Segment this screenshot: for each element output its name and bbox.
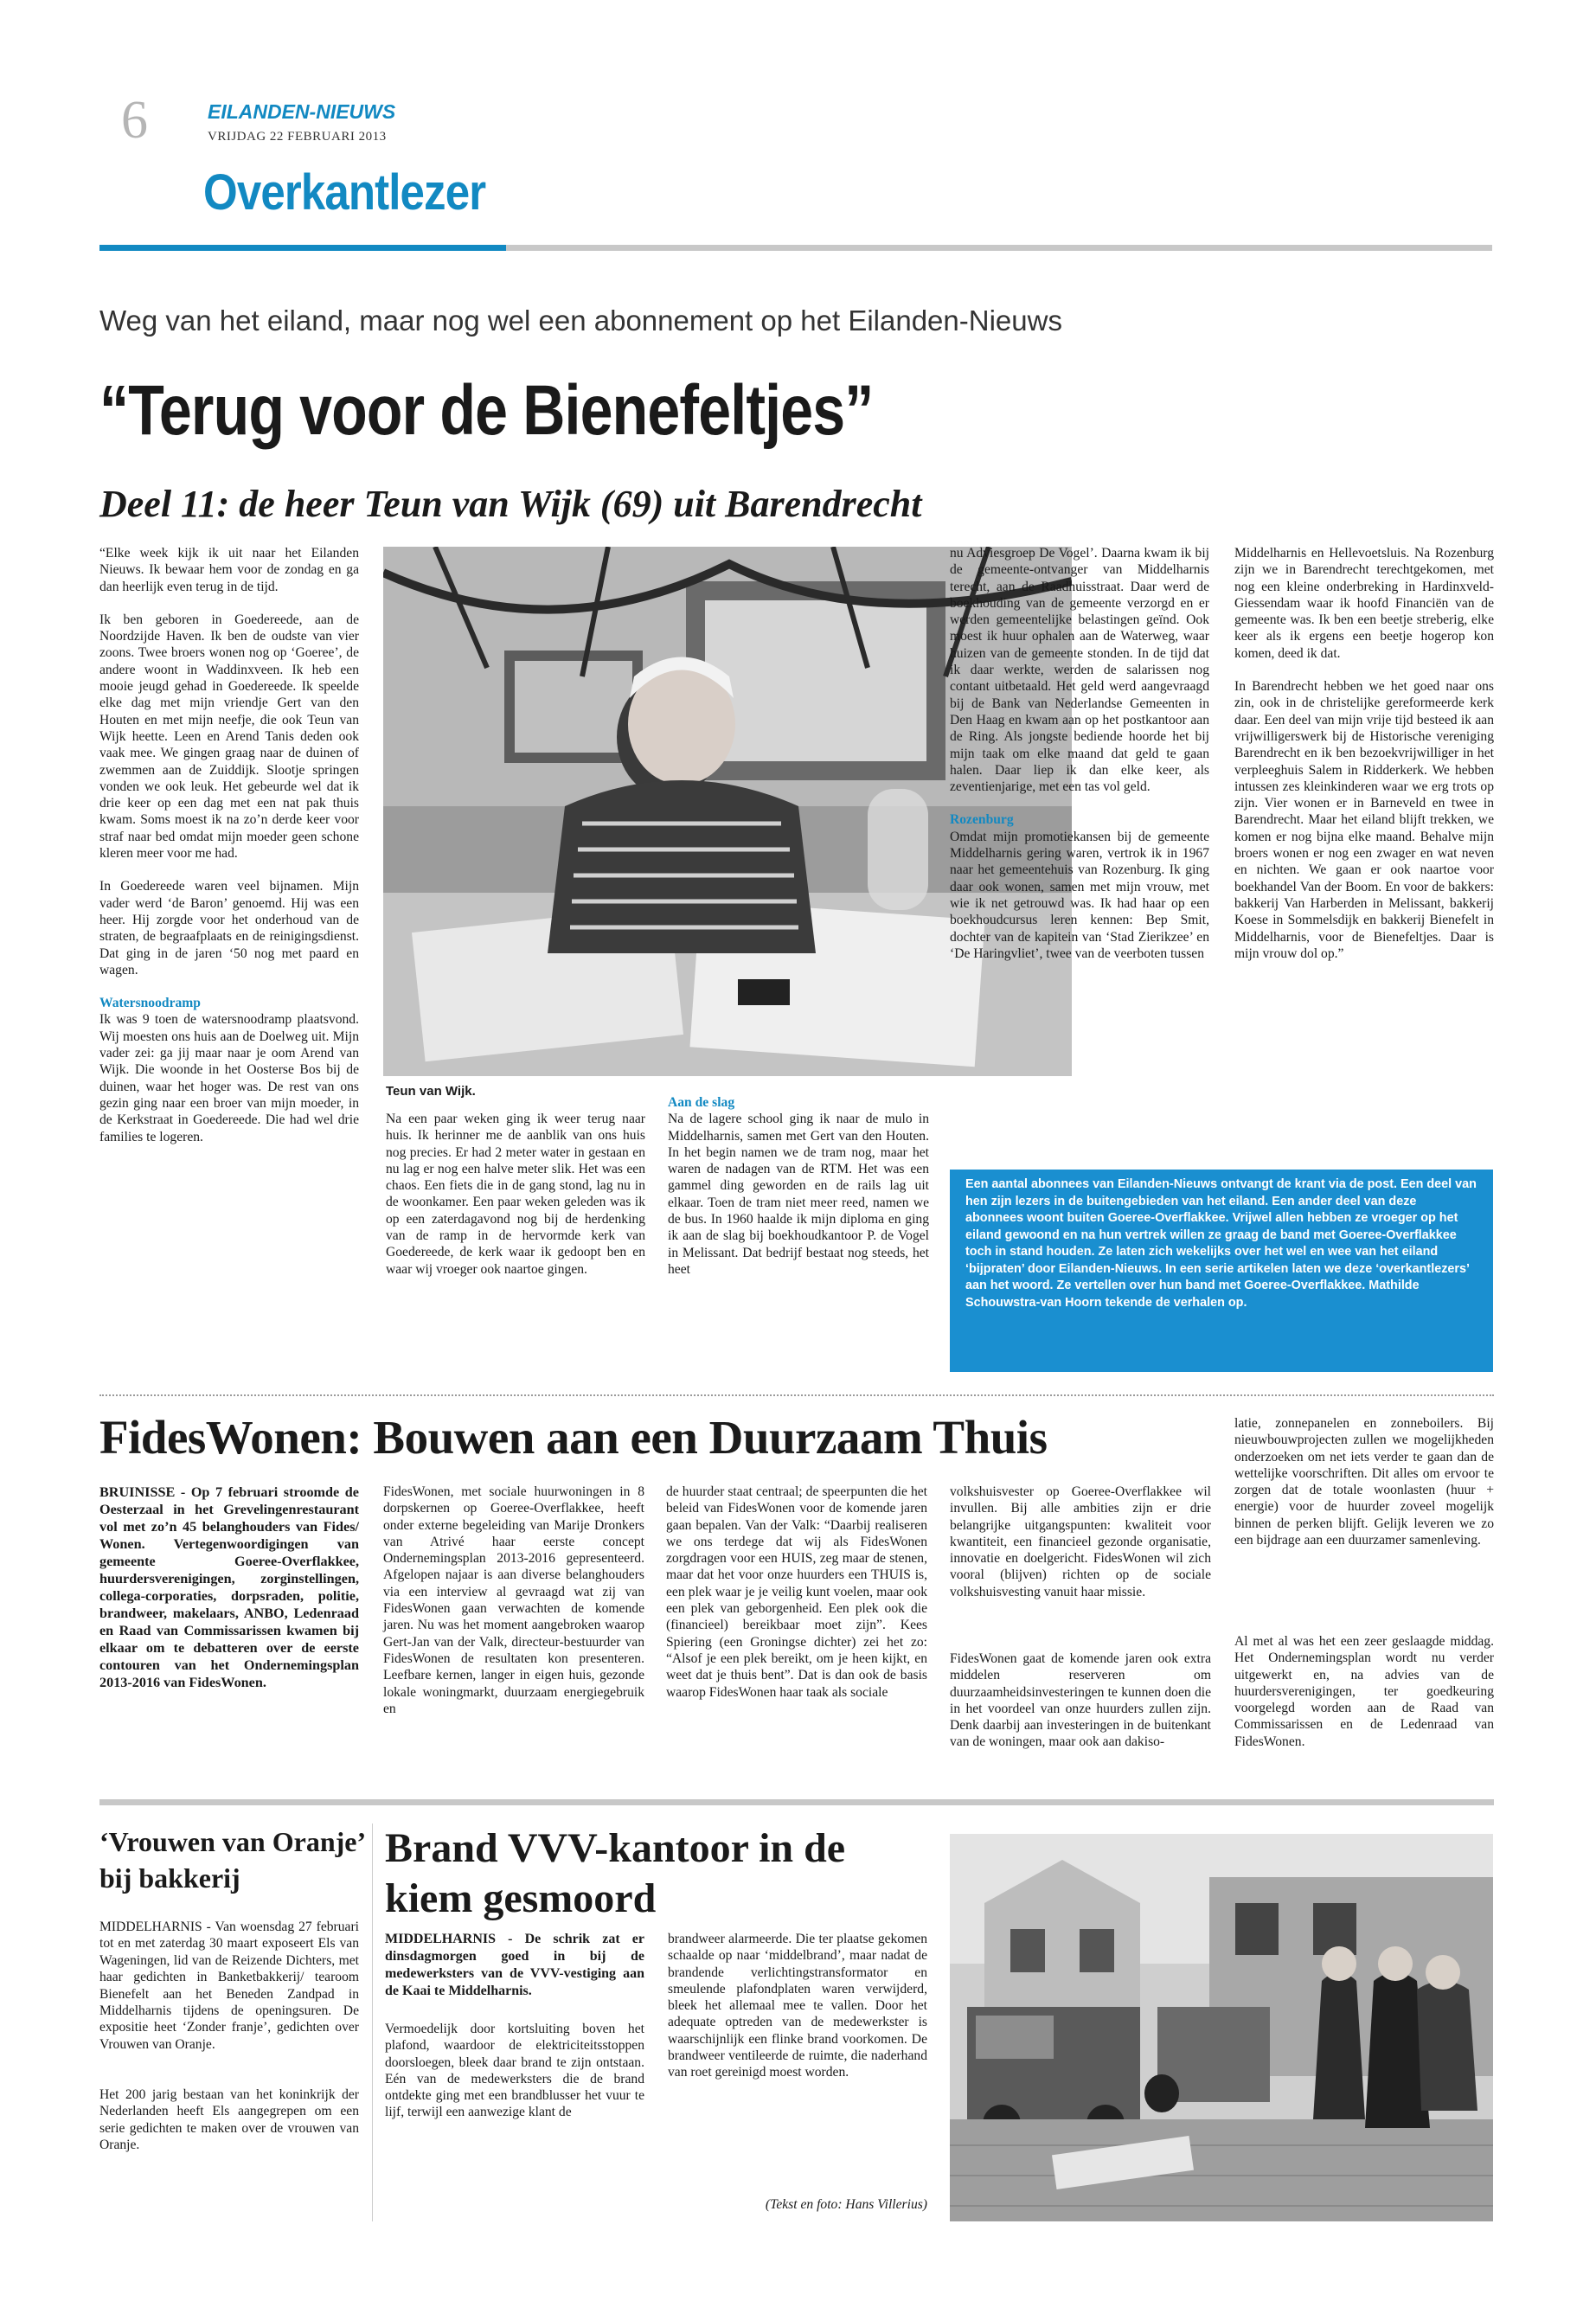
brand-photo-credit: (Tekst en foto: Hans Villerius) <box>765 2197 927 2212</box>
paragraph: In Barendrecht hebben we het goed naar ons zin, ook in de christelijke gereformeerde kerk daar. Een deel van mijn vrije tijd besteed ik aan vrijwilligerswerk bij de Historische vereniging Barendrecht en ik ben bezoekvrijwilliger in het verpleeghuis Salem in Ridderkerk. We hebben intussen zes kleinkinderen waar we erg trots op zijn. Vier wonen er in Barneveld en twee in Barendrecht. Maar het eiland blijft trekken, we komen er nog bijna elke maand. Behalve mijn broers wonen er nog een zwager en wat neven en nichten. We gaan er ook naartoe voor boekhandel Van der Boom. En voor de bakkers: bakkerij Van Harberden in Melissant, bakkerij Koese in Sommelsdijk en bakkerij Bienefelt in Middelharnis, voor de Bienefeltjes. Daar is mijn vrouw dol op.” <box>1234 679 1494 961</box>
feature-column-3-upper <box>950 545 1209 1168</box>
feature-subhead: Deel 11: de heer Teun van Wijk (69) uit Barendrecht <box>99 483 922 525</box>
paragraph: In Goedereede waren veel bijnamen. Mijn vader werd ‘de Baron’ genoemd. Hij was een heer. Hij zorgde voor het onderhoud van de straten, de begraafplaats en de reinigingsdienst. Dat ging in de jaren ‘50 nog met paard en wagen. <box>99 879 359 977</box>
issue-date: VRIJDAG 22 FEBRUARI 2013 <box>208 130 387 144</box>
paragraph: Omdat mijn promotiekansen bij de gemeente Middelharnis gering waren, vertrok ik in 1967 naar het gemeentehuis van Rozenburg. Ik ging daar ook wonen, samen met mijn vrouw, met wie ik net getrouwd was. Ik had haar op een boekhoudcursus leren kennen: Bep Smit, dochter van de kapitein van ‘Stad Zierikzee’ en ‘De Haringvliet’, twee van de veerboten tussen <box>950 829 1209 961</box>
fides-column-4b: FidesWonen gaat de komende jaren ook extra middelen reserveren om duurzaamheidsinvesteringen te kunnen doen die in het voordeel van onze huurders zullen zijn. Denk daarbij aan investeringen in de buitenkant van de woningen, maar ook aan dakiso- <box>950 1651 1211 1750</box>
fire-brigade-photo <box>950 1834 1493 2221</box>
section-rule-grey <box>506 245 1492 251</box>
feature-column-2 <box>386 1111 645 1388</box>
fides-intro: BRUINISSE - Op 7 februari stroomde de Oesterzaal in het Grevelingenrestaurant vol met zo’n 45 belanghouders van Fides/ Wonen. Vertegenwoordigingen van gemeente Goeree-Overflakkee, huurdersverenigingen, zorginstellingen, collega-corporaties, dorpsraden, politie, brandweer, makelaars, ANBO, Ledenraad en Raad van Commissarissen kwamen bij elkaar om te debatteren over de eerste contouren van het Ondernemingsplan 2013-2016 van FidesWonen. <box>99 1484 359 1690</box>
feature-headline: “Terug voor de Bienefeltjes” <box>99 371 874 450</box>
fides-column-5a: latie, zonnepanelen en zonneboilers. Bij nieuwbouwprojecten zullen we mogelijkheden onderzoeken om net iets verder te gaan dan de wettelijke voorschriften. Dit alles om ervoor te zorgen dat de totale woonlasten (huur + energie) voor de huurder zoveel mogelijk binnen de perken blijft. Gelijk leveren we zo een bijdrage aan een duurzamer samenleving. <box>1234 1416 1494 1548</box>
vrouwen-divider <box>372 1823 373 2221</box>
feature-column-4 <box>1234 545 1494 1168</box>
paragraph: nu Adviesgroep De Vogel’. Daarna kwam ik bij de gemeente-ontvanger van Middelharnis terecht, aan de Raadhuisstraat. Daar werd de boekhouding van de gemeente verzorgd en er werden gemeentelijke belastingen geïnd. Ook moest ik huur ophalen aan de Waterweg, waar huizen van de gemeente stonden. In de tijd dat ik daar werkte, werden de salarissen nog contant uitbetaald. Het geld werd aangevraagd bij de Bank van Nederlandse Gemeenten in Den Haag en kwam aan op het postkantoor aan de Ring. Als jongste bediende hoorde het bij mijn taak om elke maand dat geld te gaan halen. Daar liep ik dan elke keer, als zeventienjarige, met een tas vol geld. <box>950 546 1209 795</box>
paragraph: Na een paar weken ging ik weer terug naar huis. Ik herinner me de aanblik van ons huis nog precies. Er had 2 meter water in gestaan en nu lag er nog een halve meter slik. Het was een chaos. Een fiets die in de gang stond, lag nu in de woonkamer. Een paar weken geleden was ik op een zaterdagavond nog bij de herdenking van de ramp in de hervormde kerk van Goedereede, de kerk waar ik gedoopt ben en waar wij vroeger ook naartoe gingen. <box>386 1112 645 1277</box>
photo-caption: Teun van Wijk. <box>386 1084 476 1099</box>
feature-column-1 <box>99 545 359 1375</box>
feature-kicker: Weg van het eiland, maar nog wel een abonnement op het Eilanden-Nieuws <box>99 304 1062 336</box>
brand-headline: Brand VVV-kantoor in de kiem gesmoord <box>385 1825 846 1921</box>
subheading: Rozenburg <box>950 812 1014 828</box>
page-number: 6 <box>121 91 148 150</box>
vrouwen-body-2: Het 200 jarig bestaan van het koninkrijk der Nederlanden heeft Els aangegrepen om een serie gedichten te maken over de vrouwen van Oranje. <box>99 2087 359 2153</box>
fides-headline: FidesWonen: Bouwen aan een Duurzaam Thuis <box>99 1411 1048 1464</box>
fides-column-5b: Al met al was het een zeer geslaagde middag. Het Ondernemingsplan wordt nu verder uitgewerkt en, na advies van de huurdersverenigingen, ter goedkeuring voorgelegd worden aan de Raad van Commissarissen en de Ledenraad van FidesWonen. <box>1234 1634 1494 1749</box>
fides-column-3: de huurder staat centraal; de speerpunten die het beleid van FidesWonen voor de komende jaren gaan bepalen. Van der Valk: “Daarbij realiseren we ons terdege dat wij als FidesWonen zorgdragen voor een HUIS, zeg maar de stenen, maar dat het voor onze huurders een THUIS is, een plek waar je je veilig kunt voelen, maar ook een plek van geborgenheid. Een plek ook die (financieel) bereikbaar moet zijn”. Kees Spiering (een Groningse dichter) zei het zo: “Alsof je een plek bereikt, om je heen kijkt, en weet dat je thuis bent”. Dat is dan ook de basis waarop FidesWonen haar taak als sociale <box>666 1484 927 1700</box>
fides-column-2: FidesWonen, met sociale huurwoningen in 8 dorpskernen op Goeree-Overflakkee, heeft onder externe begeleiding van Marije Dronkers van Atrivé haar eerste concept Ondernemingsplan 2013-2016 gepresenteerd. Afgelopen najaar is aan diverse belanghouders via een interview al gevraagd wat zij van FidesWonen gaan verwachten de komende jaren. Nu was het moment aangebroken waarop Gert-Jan van der Valk, directeur-bestuurder van FidesWonen de resultaten kon presenteren. Leefbare kernen, langer in eigen huis, gezonde lokale woningmarkt, duurzaam energiegebruik en <box>383 1484 644 1716</box>
vrouwen-body-1: MIDDELHARNIS - Van woensdag 27 februari tot en met zaterdag 30 maart exposeert Els van Wageningen, lid van de Reizende Dichters, met haar gedichten in Banketbakkerij/ tearoom Bienefelt aan het Beneden Zandpad in Middelharnis tijdens de openingsuren. De expositie heet ‘Zonder franje’, gedichten over Vrouwen van Oranje. <box>99 1920 359 2052</box>
fides-column-4a: volkshuisvester op Goeree-Overflakkee wil invullen. Bij alle ambities zijn er drie belangrijke uitgangspunten: kwaliteit voor kwantiteit, een financieel gezonde organisatie, innovatie en doelgericht. FidesWonen wil zich vooral (blijven) richten op de sociale volkshuisvesting vanuit haar missie. <box>950 1484 1211 1599</box>
brand-column-1: Vermoedelijk door kortsluiting boven het plafond, waardoor de elektriciteitsstoppen doorsloegen, bleek daar brand te zijn ontstaan. Eén van de medewerksters die de brand ontdekte ging met een brandblusser het vuur te lijf, terwijl een aanwezige klant de <box>385 2022 644 2120</box>
subheading: Aan de slag <box>668 1095 735 1110</box>
subheading: Watersnoodramp <box>99 996 201 1011</box>
paper-name-logo: EILANDEN-NIEUWS <box>208 100 396 123</box>
fire-scene-illustration <box>950 1834 1493 2221</box>
section-rule-blue <box>99 245 506 251</box>
paragraph: Ik ben geboren in Goedereede, aan de Noordzijde Haven. Ik ben de oudste van vier zoons. Twee broers wonen nog op ‘Goeree’, de andere woont in Waddinxveen. Ik heb een mooie jeugd gehad in Goedereede. Ik speelde elke dag met mijn vriendje Gert van den Houten en met mijn neefje, die ook Teun van Wijk heette. Leen en Arend Tanis deden ook vaak mee. We gingen graag naar de duinen of zwemmen aan de Zuiddijk. Slootje springen vonden we ook leuk. Het gebeurde wel dat ik drie keer op een dag met een nat pak thuis kwam. Soms moest ik na zo’n derde keer voor straf naar bed omdat mijn moeder geen schone kleren meer voor me had. <box>99 612 359 862</box>
paragraph: Ik was 9 toen de watersnoodramp plaatsvond. Wij moesten ons huis aan de Doelweg uit. Mijn vader zei: ga jij maar naar je oom Arend van Wijk. Die woonde in het Oosterse Bos bij de duinen, waar het hoger was. De rest van ons gezin ging naar een broer van mijn moeder, in de Kerkstraat in Goedereede. Die had wel drie families te logeren. <box>99 1012 359 1144</box>
feature-separator <box>99 1394 1494 1396</box>
feature-column-3-lower <box>668 1094 929 1388</box>
fides-bottom-rule <box>99 1799 1494 1805</box>
brand-intro: MIDDELHARNIS - De schrik zat er dinsdagmorgen goed in bij de medewerksters van de VVV-vestiging aan de Kaai te Middelharnis. <box>385 1932 644 1998</box>
section-title: Overkantlezer <box>203 164 486 221</box>
brand-column-2: brandweer alarmeerde. Die ter plaatse gekomen schaalde op naar ‘middelbrand’, maar nadat de brandende verlichtingstransformator en smeulende plafondplaten waren verwijderd, bleek het allemaal mee te vallen. Door het adequate optreden van de medewerkster is waarschijnlijk een flinke brand voorkomen. De brandweer ventileerde de ruimte, die naderhand van roet gereinigd moest worden. <box>668 1932 927 2080</box>
paragraph: “Elke week kijk ik uit naar het Eilanden Nieuws. Ik bewaar hem voor de zondag en ga dan heerlijk even terug in de tijd. <box>99 546 359 594</box>
overkantlezer-info-box: Een aantal abonnees van Eilanden-Nieuws ontvangt de krant via de post. Een deel van hen zijn lezers in de buitengebieden van het eiland. Een ander deel van deze abonnees woont buiten Goeree-Overflakkee. Vrijwel allen hebben ze vroeger op het eiland gewoond en na hun vertrek willen ze graag de band met Goeree-Overflakkee toch in stand houden. Ze laten zich wekelijks over het wel en wee van het eiland ‘bijpraten’ door Eilanden-Nieuws. In een serie artikelen laten we deze ‘overkantlezers’ aan het woord. Ze vertellen over hun band met Goeree-Overflakkee. Mathilde Schouwstra-van Hoorn tekende de verhalen op. <box>950 1170 1493 1372</box>
paragraph: Middelharnis en Hellevoetsluis. Na Rozenburg zijn we in Barendrecht terechtgekomen, met nog een kleine onderbreking in Hardinxveld-Giessendam waar ik hoofd Financiën van de gemeente was. Ik ben een beetje streberig, elke keer als ik ergens een beetje hogerop kon komen, deed ik dat. <box>1234 546 1494 661</box>
vrouwen-headline: ‘Vrouwen van Oranje’ bij bakkerij <box>99 1826 364 1894</box>
paragraph: Na de lagere school ging ik naar de mulo in Middelharnis, samen met Gert van den Houten. In het begin namen we de tram nog, maar het waren de nadagen van de RTM. Het was een gammel ding geworden en de rails lag uit elkaar. Toen de tram niet meer reed, namen we de bus. In 1960 haalde ik mijn diploma en ging ik aan de slag bij boekhoudkantoor P. de Vogel in Melissant. Dat bedrijf bestaat nog steeds, het heet <box>668 1112 929 1277</box>
